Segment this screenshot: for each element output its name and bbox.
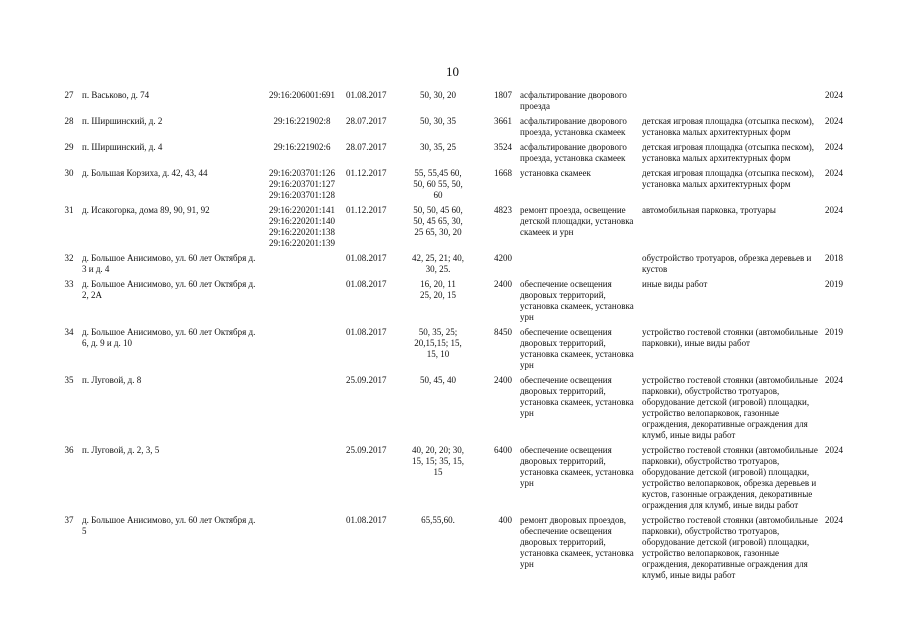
works-table: [58, 90, 848, 585]
dimensions-cell: 50, 50, 45 60, 50, 45 65, 30, 25 65, 30, 20: [413, 205, 463, 237]
area-cell: 4823: [494, 205, 512, 215]
minimal-works-cell: [518, 253, 640, 279]
area-cell: 3524: [494, 142, 512, 152]
minimal-works-cell: установка скамеек: [520, 168, 591, 178]
date-cell: 01.08.2017: [346, 515, 387, 525]
additional-works-cell: [640, 90, 820, 116]
table-row: [58, 253, 848, 279]
address-cell: д. Большое Анисимово, ул. 60 лет Октября д. 2, 2А: [82, 279, 256, 300]
minimal-works-cell: обеспечение освещения дворовых территорий, установка скамеек, установка урн: [520, 279, 634, 322]
cadastral-number-cell: 29:16:221902:8: [273, 116, 331, 126]
minimal-works-cell: асфальтирование дворового проезда, установка скамеек: [520, 116, 627, 137]
minimal-works-cell: обеспечение освещения дворовых территорий, установка скамеек, установка урн: [520, 445, 634, 488]
address-cell: п. Ширшинский, д. 2: [82, 116, 163, 126]
year-cell: 2024: [825, 205, 843, 215]
year-cell: 2024: [825, 168, 843, 178]
area-cell: 4200: [494, 253, 512, 263]
row-number: 29: [64, 142, 74, 152]
table-row: [58, 327, 848, 375]
dimensions-cell: 42, 25, 21; 40, 30, 25.: [411, 253, 464, 274]
address-cell: д. Большое Анисимово, ул. 60 лет Октября д. 5: [82, 515, 256, 536]
additional-works-cell: устройство гостевой стоянки (автомобильные парковки), обустройство тротуаров, оборудование детской (игровой) площадки, устройство велопарковок, газонные ограждения, декоративные ограждения для клумб, иные виды работ: [642, 515, 818, 580]
additional-works-cell: устройство гостевой стоянки (автомобильные парковки), обустройство тротуаров, оборудование детской (игровой) площадки, устройство велопарковок, газонные ограждения, декоративные ограждения для клумб, иные виды работ: [642, 375, 818, 440]
dimensions-cell: 50, 30, 20: [420, 90, 456, 100]
row-number: 31: [64, 205, 74, 215]
dimensions-cell: 55, 55,45 60, 50, 60 55, 50, 60: [413, 168, 463, 200]
cadastral-number-cell: [260, 515, 344, 585]
year-cell: 2019: [825, 327, 843, 337]
area-cell: 3661: [494, 116, 512, 126]
minimal-works-cell: асфальтирование дворового проезда: [520, 90, 627, 111]
additional-works-cell: детская игровая площадка (отсыпка песком), установка малых архитектурных форм: [642, 142, 815, 163]
page-number: 10: [446, 64, 459, 79]
cadastral-number-cell: [260, 327, 344, 375]
address-cell: п. Луговой, д. 2, 3, 5: [82, 445, 160, 455]
year-cell: 2018: [825, 253, 843, 263]
year-cell: 2024: [825, 90, 843, 100]
minimal-works-cell: обеспечение освещения дворовых территорий, установка скамеек, установка урн: [520, 327, 634, 370]
additional-works-cell: автомобильная парковка, тротуары: [642, 205, 776, 215]
row-number: 37: [64, 515, 74, 525]
table-row: [58, 116, 848, 142]
area-cell: 8450: [494, 327, 512, 337]
row-number: 36: [64, 445, 74, 455]
row-number: 32: [64, 253, 74, 263]
row-number: 34: [64, 327, 74, 337]
dimensions-cell: 50, 35, 25; 20,15,15; 15, 15, 10: [414, 327, 462, 359]
row-number: 33: [64, 279, 74, 289]
date-cell: 28.07.2017: [346, 142, 387, 152]
year-cell: 2024: [825, 445, 843, 455]
date-cell: 01.08.2017: [346, 90, 387, 100]
address-cell: п. Луговой, д. 8: [82, 375, 142, 385]
year-cell: 2024: [825, 116, 843, 126]
cadastral-number-cell: 29:16:203701:126 29:16:203701:127 29:16:203701:128: [268, 168, 335, 200]
additional-works-cell: устройство гостевой стоянки (автомобильные парковки), обустройство тротуаров, оборудование детской (игровой) площадки, устройство велопарковок, обрезка деревьев и кустов, газонные ограждения, декоративные ограждения для клумб, иные виды работ: [642, 445, 818, 510]
cadastral-number-cell: 29:16:220201:141 29:16:220201:140 29:16:220201:138 29:16:220201:139: [268, 205, 335, 248]
date-cell: 01.12.2017: [346, 205, 387, 215]
cadastral-number-cell: [260, 253, 344, 279]
row-number: 30: [64, 168, 74, 178]
date-cell: 01.08.2017: [346, 327, 387, 337]
area-cell: 6400: [494, 445, 512, 455]
table-row: [58, 279, 848, 327]
minimal-works-cell: ремонт дворовых проездов, обеспечение освещения дворовых территорий, установка скамеек, установка урн: [520, 515, 634, 569]
cadastral-number-cell: [260, 279, 344, 327]
table-body: [58, 90, 848, 585]
row-number: 35: [64, 375, 74, 385]
area-cell: 1807: [494, 90, 512, 100]
cadastral-number-cell: 29:16:221902:6: [273, 142, 331, 152]
table-row: [58, 142, 848, 168]
table-row: [58, 205, 848, 253]
address-cell: д. Большая Корзиха, д. 42, 43, 44: [82, 168, 208, 178]
cadastral-number-cell: [260, 375, 344, 445]
minimal-works-cell: асфальтирование дворового проезда, установка скамеек: [520, 142, 627, 163]
additional-works-cell: детская игровая площадка (отсыпка песком), установка малых архитектурных форм: [642, 168, 815, 189]
dimensions-cell: 50, 30, 35: [420, 116, 456, 126]
date-cell: 01.08.2017: [346, 279, 387, 289]
area-cell: 400: [498, 515, 512, 525]
area-cell: 2400: [494, 375, 512, 385]
table-row: [58, 168, 848, 205]
additional-works-cell: обустройство тротуаров, обрезка деревьев и кустов: [642, 253, 812, 274]
additional-works-cell: детская игровая площадка (отсыпка песком), установка малых архитектурных форм: [642, 116, 815, 137]
table-row: [58, 515, 848, 585]
date-cell: 25.09.2017: [346, 375, 387, 385]
additional-works-cell: иные виды работ: [642, 279, 708, 289]
year-cell: 2024: [825, 142, 843, 152]
additional-works-cell: устройство гостевой стоянки (автомобильные парковки), иные виды работ: [642, 327, 818, 348]
minimal-works-cell: обеспечение освещения дворовых территорий, установка скамеек, установка урн: [520, 375, 634, 418]
cadastral-number-cell: 29:16:206001:691: [268, 90, 335, 100]
row-number: 27: [64, 90, 74, 100]
year-cell: 2024: [825, 515, 843, 525]
date-cell: 01.08.2017: [346, 253, 387, 263]
table-row: [58, 445, 848, 515]
address-cell: д. Большое Анисимово, ул. 60 лет Октября д. 3 и д. 4: [82, 253, 256, 274]
table-row: [58, 90, 848, 116]
dimensions-cell: 50, 45, 40: [420, 375, 456, 385]
cadastral-number-cell: [260, 445, 344, 515]
area-cell: 2400: [494, 279, 512, 289]
year-cell: 2024: [825, 375, 843, 385]
year-cell: 2019: [825, 279, 843, 289]
date-cell: 25.09.2017: [346, 445, 387, 455]
minimal-works-cell: ремонт проезда, освещение детской площадки, установка скамеек и урн: [520, 205, 634, 237]
table-row: [58, 375, 848, 445]
dimensions-cell: 40, 20, 20; 30, 15, 15; 35, 15, 15: [411, 445, 464, 477]
area-cell: 1668: [494, 168, 512, 178]
address-cell: д. Исакогорка, дома 89, 90, 91, 92: [82, 205, 210, 215]
address-cell: п. Ширшинский, д. 4: [82, 142, 163, 152]
row-number: 28: [64, 116, 74, 126]
address-cell: д. Большое Анисимово, ул. 60 лет Октября д. 6, д. 9 и д. 10: [82, 327, 256, 348]
date-cell: 01.12.2017: [346, 168, 387, 178]
address-cell: п. Васьково, д. 74: [82, 90, 150, 100]
dimensions-cell: 65,55,60.: [421, 515, 455, 525]
dimensions-cell: 16, 20, 11 25, 20, 15: [420, 279, 456, 300]
dimensions-cell: 30, 35, 25: [420, 142, 456, 152]
date-cell: 28.07.2017: [346, 116, 387, 126]
